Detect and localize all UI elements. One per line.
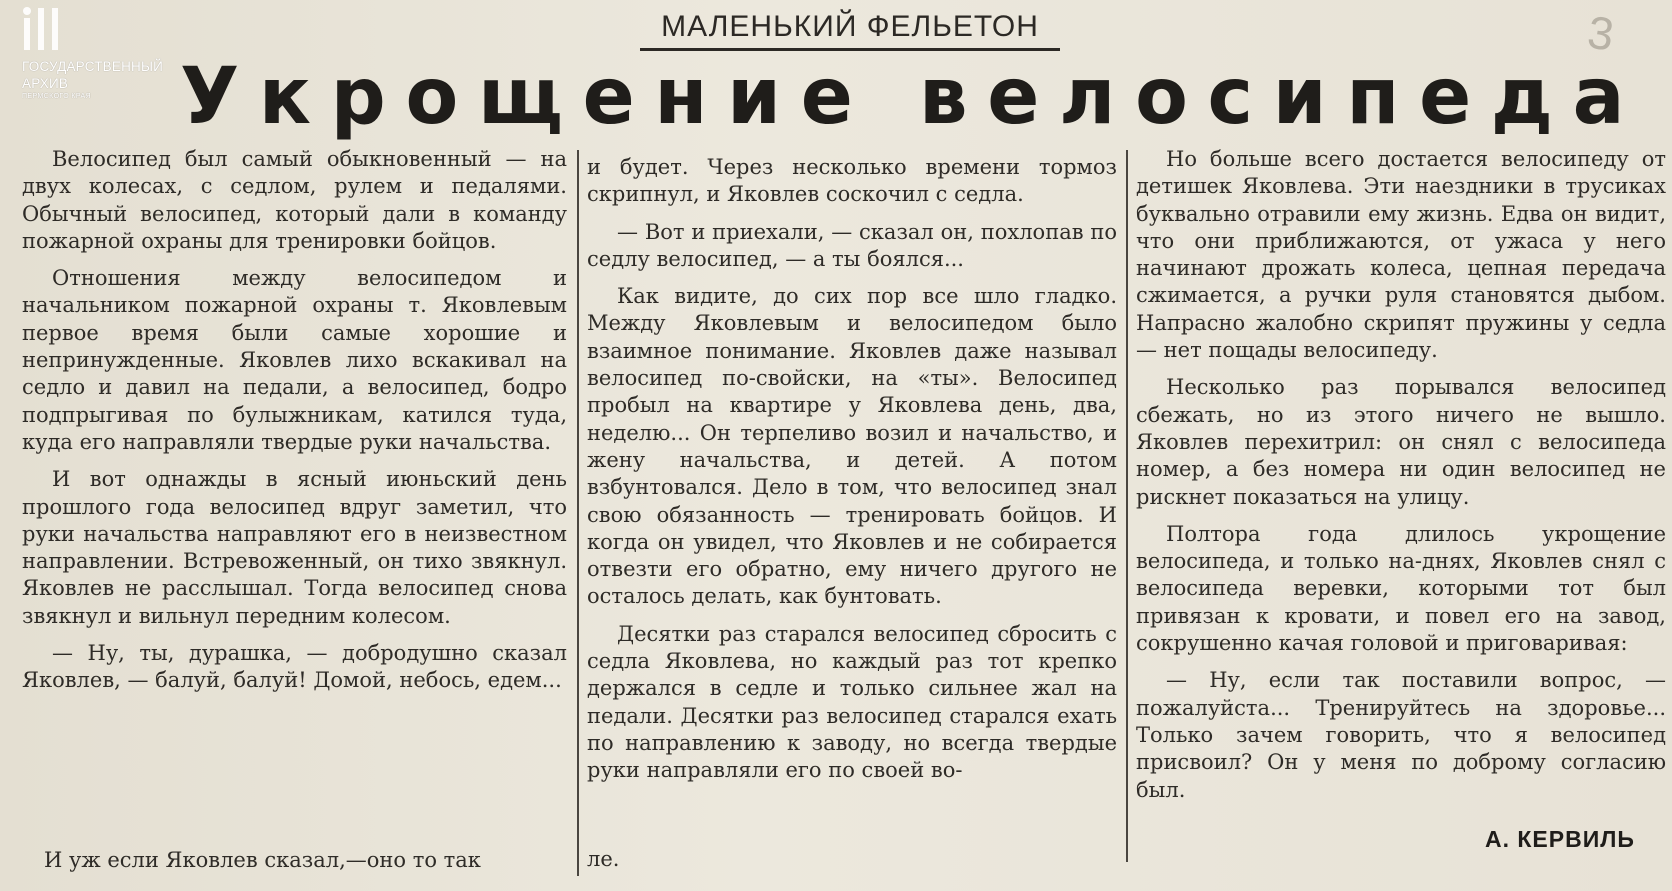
article-headline: Укрощение велосипеда bbox=[180, 52, 1645, 142]
logo-text-line3: ПЕРМСКОГО КРАЯ bbox=[22, 93, 92, 100]
paragraph: И вот однажды в ясный июньский день прошлого года велосипед вдруг заметил, что руки начальства направляют его в неизвестном направлении. Встревоженный, он тихо звякнул. Яковлев не расслышал. Тогда велосипед снова звякнул и вильнул передним колесом. bbox=[22, 467, 567, 628]
paragraph: — Вот и приехали, — сказал он, похлопав по седлу велосипед, — а ты боялся... bbox=[587, 219, 1117, 271]
paragraph: Отношения между велосипедом и начальником пожарной охраны т. Яковлевым первое время были самые хорошие и непринужденные. Яковлев лихо вскакивал на седло и давил на педали, а велосипед, бодро подпрыгивая по булыжникам, катился туда, куда его направляли твердые руки начальства. bbox=[22, 266, 567, 454]
archive-logo bbox=[14, 4, 189, 104]
article-column-1 bbox=[22, 146, 567, 695]
logo-text-line1: ГОСУДАРСТВЕННЫЙ bbox=[22, 59, 164, 74]
paragraph: Как видите, до сих пор все шло гладко. Между Яковлевым и велосипедом было взаимное понимание. Яковлев даже называл велосипед по-свойски, на «ты». Велосипед пробыл на квартире у Яковлева день, два, неделю... Он терпеливо возил и начальство, и жену начальства, и детей. А потом взбунтовался. Дело в том, что велосипед знал свою обязанность — тренировать бойцов. И когда он увидел, что Яковлев и не собирается отвезти его обратно, ему ничего другого не осталось делать, как бунтовать. bbox=[587, 284, 1117, 609]
archive-emblem-icon bbox=[20, 4, 64, 52]
logo-text-line2: АРХИВ bbox=[22, 76, 69, 91]
paragraph-continuation: И уж если Яковлев сказал,—оно то так bbox=[44, 848, 481, 872]
paragraph: и будет. Через несколько времени тормоз скрипнул, и Яковлев соскочил с седла. bbox=[587, 155, 1117, 207]
paragraph: Но больше всего достается велосипеду от детишек Яковлева. Эти наездники в трусиках буквально отравили ему жизнь. Едва он видит, что они приближаются, от ужаса у него начинают дрожать колеса, цепная передача сжимается, а ручки руля становятся дыбом. Напрасно жалобно скрипят пружины у седла — нет пощады велосипеду. bbox=[1136, 147, 1666, 363]
paragraph: — Ну, ты, дурашка, — добродушно сказал Яковлев, — балуй, балуй! Домой, небось, едем... bbox=[22, 641, 567, 693]
paragraph: — Ну, если так поставили вопрос, — пожалуйста... Тренируйтесь на здоровье... Только зачем говорить, что я велосипед присвоил? Он у меня по доброму согласию был. bbox=[1136, 668, 1666, 802]
article-column-3 bbox=[1136, 146, 1666, 804]
paragraph-continuation: ле. bbox=[587, 847, 620, 871]
article-column-2 bbox=[587, 154, 1117, 785]
paragraph: Десятки раз старался велосипед сбросить с седла Яковлева, но каждый раз тот крепко держался в седле и только сильнее жал на педали. Десятки раз велосипед старался ехать по направлению к заводу, но всегда твердые руки направляли его по своей во- bbox=[587, 621, 1117, 783]
paragraph: Несколько раз порывался велосипед сбежать, но из этого ничего не вышло. Яковлев перехитрил: он снял с велосипеда номер, а без номера ни один велосипед не рискнет показаться на улицу. bbox=[1136, 375, 1666, 509]
column-divider bbox=[577, 150, 579, 876]
author-signature: А. КЕРВИЛЬ bbox=[1485, 826, 1635, 852]
column-divider bbox=[1126, 150, 1128, 862]
paragraph: Велосипед был самый обыкновенный — на двух колесах, с седлом, рулем и педалями. Обычный велосипед, который дали в команду пожарной охраны для тренировки бойцов. bbox=[22, 147, 567, 253]
paragraph: Полтора года длилось укрощение велосипеда, и только на-днях, Яковлев снял с велосипеда веревки, которыми тот был привязан к кровати, и повел его на завод, сокрушенно качая головой и приговаривая: bbox=[1136, 521, 1666, 656]
rubric-title: МАЛЕНЬКИЙ ФЕЛЬЕТОН bbox=[640, 10, 1060, 51]
handwritten-page-mark: 3 bbox=[1584, 5, 1618, 61]
